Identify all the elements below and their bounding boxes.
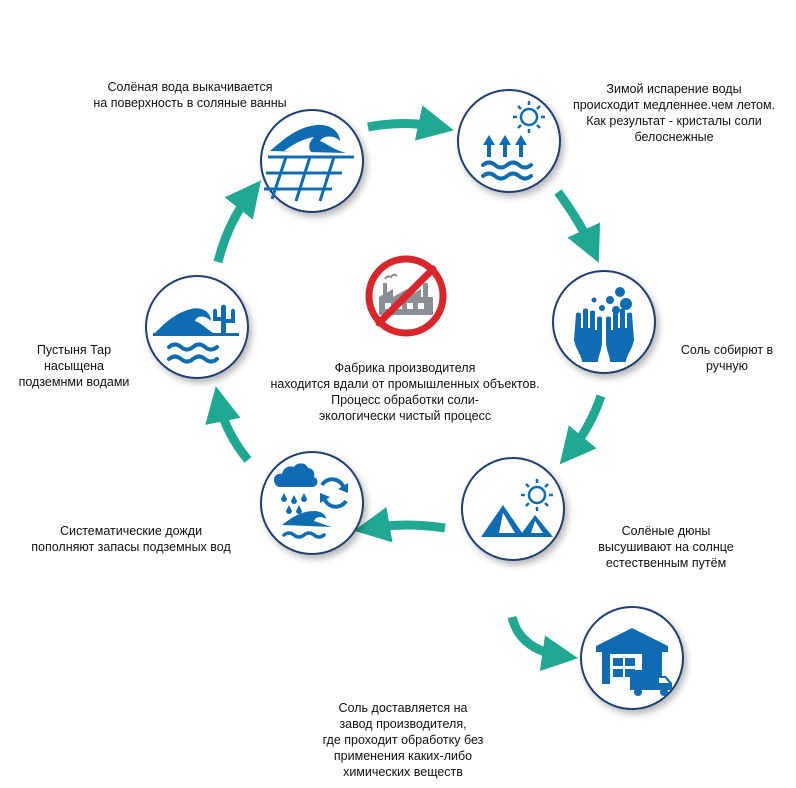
caption-salt-pans: [65, 79, 315, 111]
caption-desert: [4, 342, 144, 390]
caption-line: ручную: [705, 359, 749, 373]
caption-line: экологически чистый процесс: [318, 409, 492, 423]
caption-line: Систематические дожди: [59, 524, 203, 538]
rain-cycle-icon: [262, 453, 362, 553]
caption-line: применения каких-либо: [333, 749, 473, 763]
caption-line: Соль собирют в: [680, 343, 774, 357]
caption-line: Процесс обработки соли-: [331, 393, 479, 407]
arrow-hands-to-dunes: [570, 396, 601, 452]
caption-hands: [667, 342, 787, 374]
caption-line: Солёные дюны: [621, 524, 711, 538]
caption-delivery: [298, 700, 508, 780]
caption-dunes: [586, 523, 746, 571]
caption-line: Солёная вода выкачивается: [107, 80, 273, 94]
evaporation-node: [457, 89, 561, 193]
caption-line: белоснежные: [634, 130, 714, 144]
salt-pans-node: [260, 109, 364, 213]
warehouse-node: [580, 606, 684, 710]
caption-line: завод производителя,: [339, 717, 467, 731]
hands-node: [552, 270, 656, 374]
caption-line: Как результат - кристалы соли: [586, 114, 762, 128]
hands-salt-icon: [554, 272, 654, 372]
desert-water-icon: [147, 277, 247, 377]
caption-line: происходит медленнее.чем летом.: [572, 98, 776, 112]
rain-cycle-node: [260, 451, 364, 555]
caption-center: [240, 360, 570, 424]
arrow-dunes-to-rain: [370, 525, 445, 528]
warehouse-truck-icon: [582, 608, 682, 708]
arrow-salt-pans-to-evaporation: [368, 124, 438, 128]
arrow-dunes-to-warehouse: [512, 617, 562, 656]
evaporation-sun-icon: [459, 91, 559, 191]
caption-rain: [6, 523, 256, 555]
arrow-evaporation-to-hands: [558, 192, 592, 248]
caption-line: на поверхность в соляные ванны: [93, 96, 287, 110]
caption-line: Зимой испарение воды: [606, 82, 742, 96]
caption-line: Соль доставляется на: [338, 701, 468, 715]
desert-water-node: [145, 275, 249, 379]
caption-line: Фабрика производителя: [334, 361, 476, 375]
salt-dunes-node: [461, 457, 565, 561]
caption-line: высушивают на солнце: [598, 540, 734, 554]
caption-line: Пустыня Тар: [36, 343, 112, 357]
no-factory-icon: [363, 253, 449, 339]
caption-line: насыщена: [43, 359, 105, 373]
caption-line: находится вдали от промышленных объектов.: [270, 377, 540, 391]
caption-line: пополняют запасы подземных вод: [31, 540, 231, 554]
salt-dunes-icon: [463, 459, 563, 559]
salt-pans-icon: [262, 111, 362, 211]
caption-evaporation: [552, 81, 796, 145]
arrow-desert-to-salt-pans: [218, 193, 251, 262]
caption-line: естественным путём: [605, 556, 727, 570]
caption-line: где проходит обработку без: [322, 733, 484, 747]
caption-line: подземнми водами: [18, 375, 130, 389]
caption-line: химических веществ: [343, 765, 463, 779]
